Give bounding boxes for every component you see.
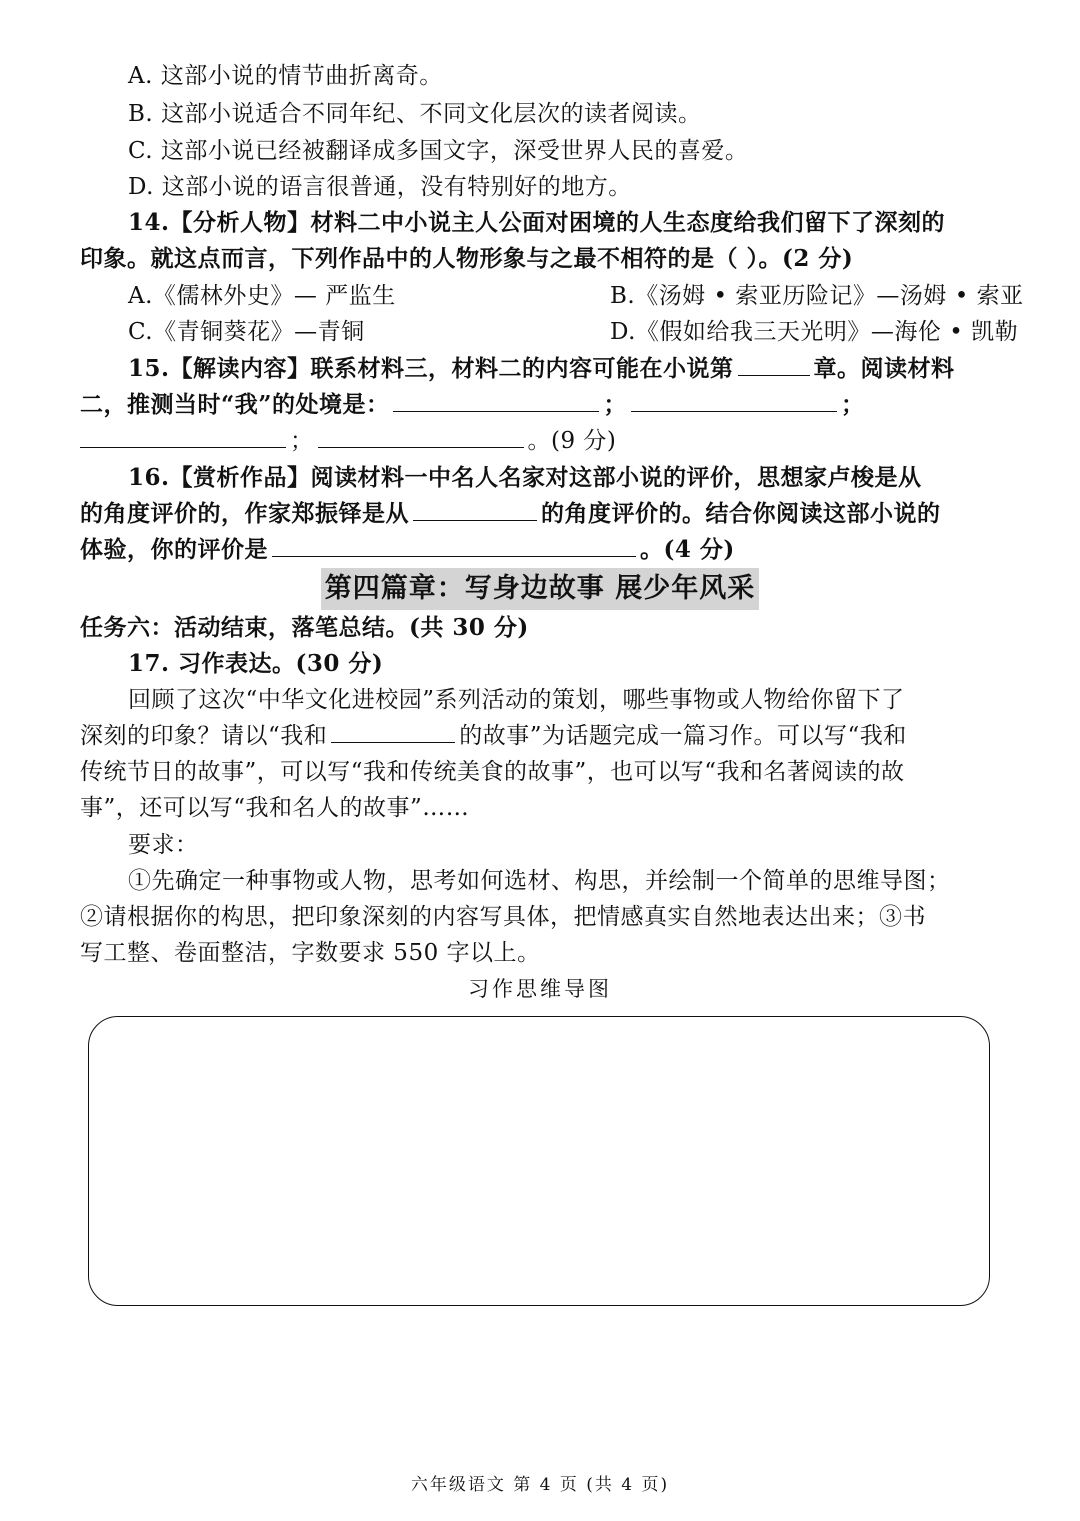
q15-separator: ； (290, 428, 314, 454)
q16-line1: 16.【赏析作品】阅读材料一中名人名家对这部小说的评价，思想家卢梭是从 (128, 464, 922, 491)
q17-heading: 17. 习作表达。(30 分) (128, 650, 384, 677)
q16-evaluation-blank[interactable] (272, 532, 636, 557)
q17-prompt-line2 (80, 718, 1002, 754)
q15-situation-blank-4[interactable] (318, 423, 524, 448)
q15-situation-blank-1[interactable] (393, 387, 599, 412)
q15-separator: ； (603, 391, 627, 418)
q14-options-row2 (128, 314, 1019, 350)
task6-heading: 任务六：活动结束，落笔总结。(共 30 分) (80, 614, 529, 641)
q14-option-c: C.《青铜葵花》—青铜 (128, 319, 365, 345)
q16-angle-text-end: 的角度评价的。结合你阅读这部小说的 (541, 500, 941, 527)
q15-chapter-blank[interactable] (738, 351, 810, 376)
q17-prompt-end: 的故事”为话题完成一篇习作。可以写“我和 (459, 723, 907, 749)
q15-stem-start: 15.【解读内容】联系材料三，材料二的内容可能在小说第 (128, 355, 734, 382)
q16-score: 。(4 分) (640, 536, 735, 563)
q13-option-b: B. 这部小说适合不同年纪、不同文化层次的读者阅读。 (128, 101, 702, 127)
q14-stem-line1: 14.【分析人物】材料二中小说主人公面对困境的人生态度给我们留下了深刻的 (128, 209, 946, 236)
q17-requirement-line2: ②请根据你的构思，把印象深刻的内容写具体，把情感真实自然地表达出来；③书 (80, 904, 926, 930)
q17-prompt-line3: 传统节日的故事”，可以写“我和传统美食的故事”，也可以写“我和名著阅读的故 (80, 759, 905, 785)
q16-angle-text: 的角度评价的，作家郑振铎是从 (80, 500, 409, 527)
q13-option-a: A. 这部小说的情节曲折离奇。 (128, 63, 443, 89)
q13-option-c: C. 这部小说已经被翻译成多国文字，深受世界人民的喜爱。 (128, 138, 749, 164)
q15-separator: ； (840, 391, 865, 418)
q15-situation-label: 二，推测当时“我”的处境是： (80, 391, 390, 418)
q14-options-row1 (128, 278, 1024, 314)
q17-requirement-line1: ①先确定一种事物或人物，思考如何选材、构思，并绘制一个简单的思维导图； (128, 868, 951, 894)
q17-prompt-start: 深刻的印象？请以“我和 (80, 723, 328, 749)
page-footer: 六年级语文 第 4 页 (共 4 页) (410, 1475, 670, 1495)
q17-prompt-line1: 回顾了这次“中华文化进校园”系列活动的策划，哪些事物或人物给你留下了 (128, 687, 905, 713)
q14-option-a: A.《儒林外史》— 严监生 (128, 283, 396, 309)
q15-situation-blank-2[interactable] (631, 387, 837, 412)
q16-angle-blank[interactable] (413, 496, 537, 521)
q15-situation-blank-3[interactable] (80, 423, 286, 448)
q14-option-d: D.《假如给我三天光明》—海伦 • 凯勒 (610, 319, 1019, 345)
q13-option-d: D. 这部小说的语言很普通，没有特别好的地方。 (128, 174, 632, 200)
q16-line2 (80, 496, 1002, 532)
chapter-title: 第四篇章：写身边故事 展少年风采 (321, 568, 759, 610)
q15-line3 (80, 423, 1002, 459)
q16-evaluation-label: 体验，你的评价是 (80, 536, 268, 563)
mindmap-answer-box[interactable] (88, 1016, 990, 1306)
q15-score: 。(9 分) (527, 428, 617, 454)
q17-requirements-label: 要求： (128, 832, 199, 858)
q14-stem-line2: 印象。就这点而言，下列作品中的人物形象与之最不相符的是（ ）。(2 分) (80, 245, 854, 272)
q15-stem-end: 章。阅读材料 (813, 355, 955, 382)
chapter-heading (0, 568, 1080, 610)
q16-line3 (80, 532, 1002, 568)
q15-line2 (80, 387, 1002, 423)
q17-requirement-line3: 写工整、卷面整洁，字数要求 550 字以上。 (80, 940, 541, 966)
q14-option-b: B.《汤姆 • 索亚历险记》—汤姆 • 索亚 (610, 283, 1024, 309)
q17-prompt-line4: 事”，还可以写“我和名人的故事”…… (80, 795, 470, 821)
q15-line1 (128, 351, 1002, 387)
q17-topic-blank[interactable] (331, 718, 455, 743)
mindmap-caption: 习作思维导图 (468, 977, 612, 1001)
